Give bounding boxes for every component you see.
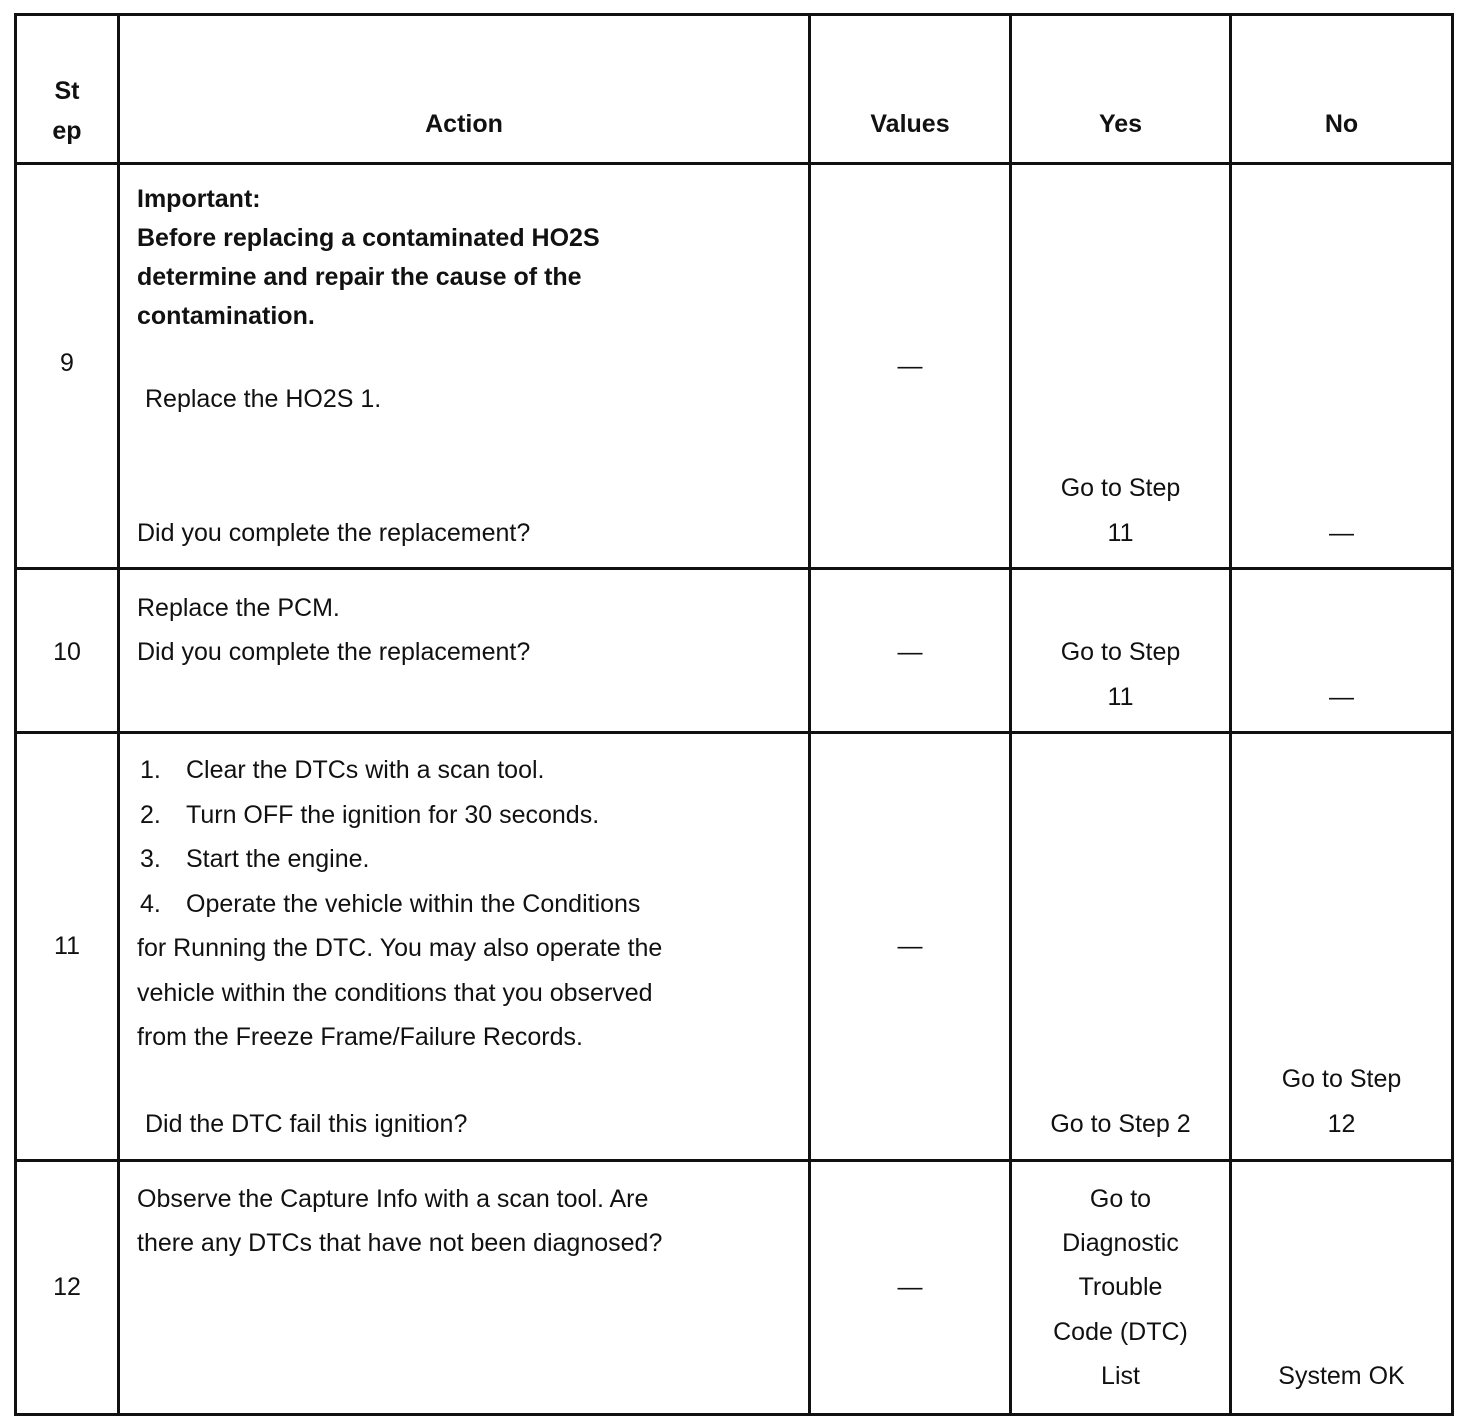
list-item bbox=[140, 755, 544, 785]
no-text: System OK bbox=[1278, 1362, 1405, 1390]
header-step-line2: ep bbox=[52, 117, 82, 145]
step-cell bbox=[16, 569, 119, 733]
yes-line: 11 bbox=[1107, 683, 1134, 711]
values-cell bbox=[810, 733, 1011, 1161]
yes-line: Go to bbox=[1089, 1185, 1152, 1213]
step-cell bbox=[16, 733, 119, 1161]
instruction-text: Replace the PCM. bbox=[137, 594, 340, 622]
yes-text: Go to Step 2 bbox=[1050, 1110, 1191, 1138]
no-cell bbox=[1231, 1161, 1453, 1415]
step-number: 9 bbox=[60, 349, 74, 377]
yes-line: List bbox=[1101, 1362, 1140, 1390]
header-step-line1: St bbox=[54, 77, 80, 105]
yes-cell bbox=[1011, 733, 1231, 1161]
no-cell bbox=[1231, 733, 1453, 1161]
table-header-row bbox=[16, 15, 1453, 164]
instruction-text: Replace the HO2S 1. bbox=[145, 385, 382, 413]
values-dash: — bbox=[897, 352, 923, 380]
continuation-line: from the Freeze Frame/Failure Records. bbox=[137, 1023, 583, 1051]
important-line: contamination. bbox=[137, 302, 315, 330]
action-cell bbox=[119, 1161, 810, 1415]
yes-line: Trouble bbox=[1078, 1273, 1163, 1301]
list-text: Start the engine. bbox=[186, 845, 370, 873]
header-no: No bbox=[1231, 15, 1453, 164]
step-cell bbox=[16, 1161, 119, 1415]
yes-cell bbox=[1011, 569, 1231, 733]
important-line: determine and repair the cause of the bbox=[137, 263, 582, 291]
continuation-line: vehicle within the conditions that you observed bbox=[137, 979, 653, 1007]
table-row-step-9 bbox=[16, 164, 1453, 569]
no-line: Go to Step bbox=[1281, 1065, 1402, 1093]
list-item bbox=[140, 800, 599, 830]
question-text: Did you complete the replacement? bbox=[137, 638, 531, 666]
table-row-step-12 bbox=[16, 1161, 1453, 1415]
list-text: Turn OFF the ignition for 30 seconds. bbox=[186, 801, 600, 829]
table-row-step-11 bbox=[16, 733, 1453, 1161]
header-yes: Yes bbox=[1011, 15, 1231, 164]
no-cell bbox=[1231, 569, 1453, 733]
values-cell bbox=[810, 1161, 1011, 1415]
header-action: Action bbox=[119, 15, 810, 164]
no-cell bbox=[1231, 164, 1453, 569]
yes-line: 11 bbox=[1107, 519, 1134, 547]
question-text: Did the DTC fail this ignition? bbox=[145, 1110, 468, 1138]
list-number: 4. bbox=[140, 890, 161, 918]
yes-cell bbox=[1011, 1161, 1231, 1415]
step-number: 12 bbox=[53, 1273, 81, 1301]
values-cell bbox=[810, 569, 1011, 733]
list-text: Clear the DTCs with a scan tool. bbox=[186, 756, 545, 784]
header-step bbox=[16, 15, 119, 164]
step-number: 11 bbox=[54, 932, 80, 960]
list-number: 3. bbox=[140, 845, 161, 873]
action-cell bbox=[119, 164, 810, 569]
yes-line: Go to Step bbox=[1060, 474, 1181, 502]
diagnostic-table bbox=[14, 13, 1454, 1416]
header-values: Values bbox=[810, 15, 1011, 164]
action-cell bbox=[119, 569, 810, 733]
list-number: 1. bbox=[140, 756, 161, 784]
list-item bbox=[140, 889, 640, 919]
list-text: Operate the vehicle within the Conditions bbox=[186, 890, 641, 918]
no-dash: — bbox=[1329, 683, 1354, 711]
yes-line: Go to Step bbox=[1060, 638, 1181, 666]
question-text: Did you complete the replacement? bbox=[137, 519, 531, 547]
values-dash: — bbox=[897, 1273, 923, 1301]
important-label: Important: bbox=[137, 185, 261, 213]
table-row-step-10 bbox=[16, 569, 1453, 733]
continuation-line: for Running the DTC. You may also operate the bbox=[137, 934, 663, 962]
no-line: 12 bbox=[1327, 1110, 1356, 1138]
values-cell bbox=[810, 164, 1011, 569]
action-line: Observe the Capture Info with a scan tool. Are bbox=[137, 1185, 649, 1213]
action-line: there any DTCs that have not been diagnosed? bbox=[137, 1229, 663, 1257]
important-line: Before replacing a contaminated HO2S bbox=[137, 224, 600, 252]
step-number: 10 bbox=[53, 638, 81, 666]
list-item bbox=[140, 844, 369, 874]
list-number: 2. bbox=[140, 801, 161, 829]
yes-line: Diagnostic bbox=[1062, 1229, 1179, 1257]
yes-line: Code (DTC) bbox=[1053, 1318, 1188, 1346]
values-dash: — bbox=[897, 638, 923, 666]
no-dash: — bbox=[1329, 519, 1354, 547]
yes-cell bbox=[1011, 164, 1231, 569]
values-dash: — bbox=[897, 932, 923, 960]
step-cell bbox=[16, 164, 119, 569]
action-cell bbox=[119, 733, 810, 1161]
